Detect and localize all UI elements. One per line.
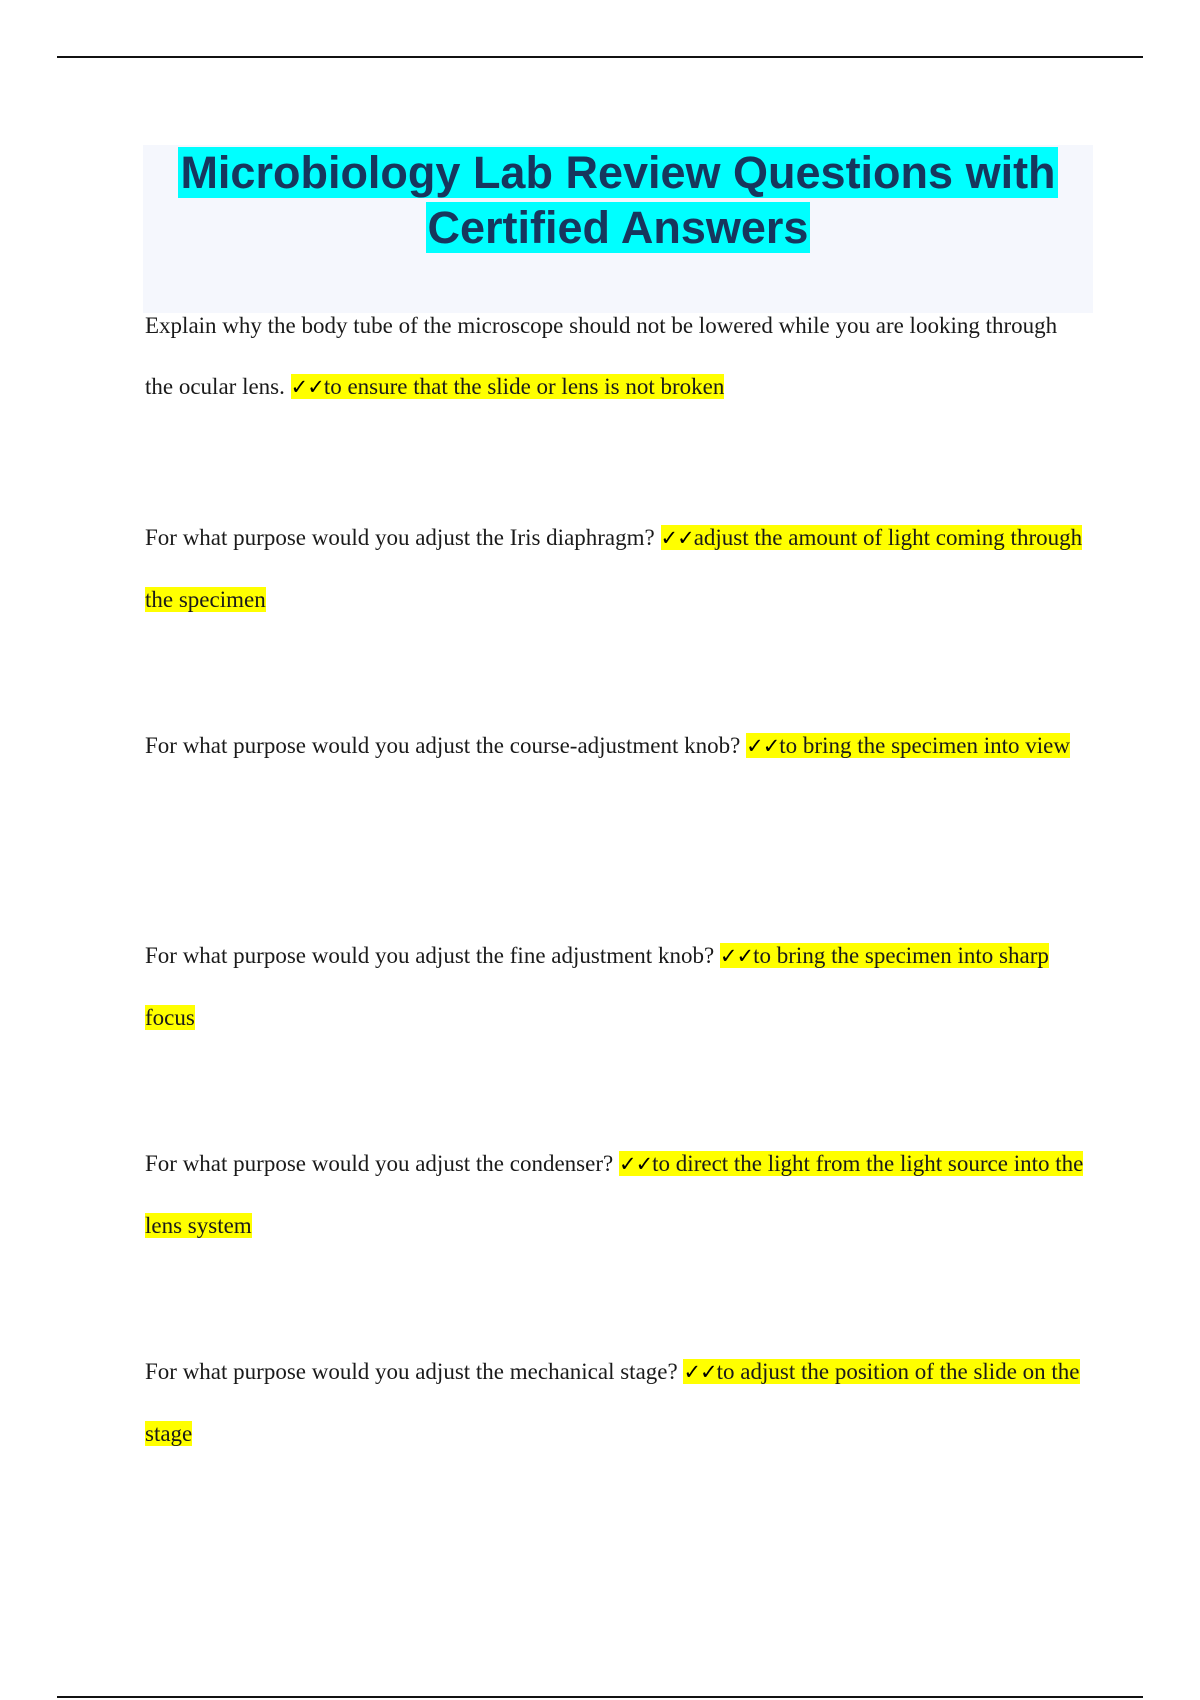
check-mark-icon: ✓✓ [618,1152,653,1176]
answer-highlight [291,374,725,399]
qa-item-4 [145,925,1085,1048]
title-block [143,145,1093,313]
answer-text: to bring the specimen into sharp focus [145,943,1049,1030]
check-mark-icon: ✓✓ [746,734,780,758]
question-text: Explain why the body tube of the microscope should not be lowered while you are looking through the ocular lens. [145,313,1058,399]
header-rule [57,56,1143,58]
question-text: For what purpose would you adjust the condenser? [145,1151,614,1176]
qa-item-6 [145,1341,1085,1464]
qa-item-2 [145,507,1085,630]
answer-text: to adjust the position of the slide on the stage [145,1359,1080,1446]
footer-rule [57,1696,1143,1698]
question-text: For what purpose would you adjust the mechanical stage? [145,1359,678,1384]
qa-item-5 [145,1133,1085,1256]
qa-item-1 [145,295,1085,418]
answer-text: to bring the specimen into view [779,733,1070,758]
page-title [143,145,1093,255]
title-line-1: Microbiology Lab Review Questions with [180,147,1056,198]
answer-text: adjust the amount of light coming through the specimen [145,525,1083,612]
answer-text: to ensure that the slide or lens is not broken [323,374,725,399]
check-mark-icon: ✓✓ [660,526,694,550]
answer-text: to direct the light from the light source into the lens system [145,1151,1084,1238]
check-mark-icon: ✓✓ [290,375,324,399]
check-mark-icon: ✓✓ [719,944,754,968]
qa-item-3 [145,715,1085,777]
title-line-2: Certified Answers [427,202,809,253]
question-text: For what purpose would you adjust the Iris diaphragm? [145,525,655,550]
check-mark-icon: ✓✓ [683,1360,717,1384]
answer-highlight [746,733,1070,758]
question-text: For what purpose would you adjust the course-adjustment knob? [145,733,741,758]
question-text: For what purpose would you adjust the fine adjustment knob? [145,943,715,968]
